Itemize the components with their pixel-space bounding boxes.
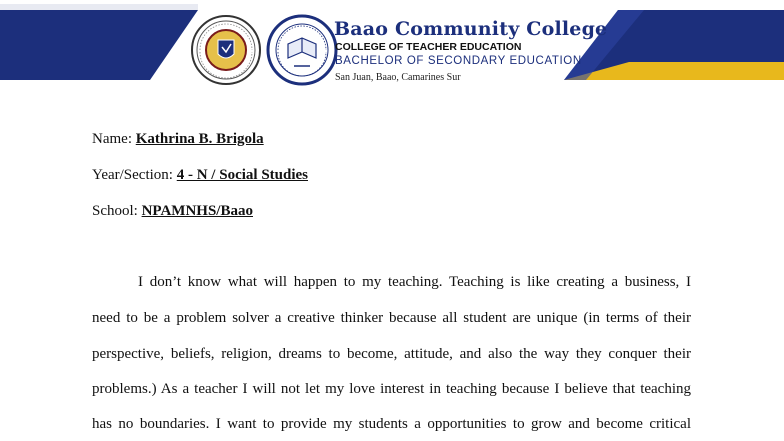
paragraph-line: need to be a problem solver a creative thinker because all student are unique (in terms of their [92, 310, 691, 326]
paragraph-line: has no boundaries. I want to provide my students a opportunities to grow and become critical [92, 416, 691, 432]
college-name: Baao Community College [334, 18, 608, 40]
college-program: BACHELOR OF SECONDARY EDUCATION [335, 55, 582, 67]
paragraph-line: problems.) As a teacher I will not let my love interest in teaching because I believe that teaching [92, 381, 691, 397]
year-section-field [92, 166, 308, 184]
school-field [92, 202, 253, 220]
name-value: Kathrina B. Brigola [135, 131, 264, 147]
right-header-band [534, 0, 784, 80]
name-label: Name: [92, 131, 136, 147]
paragraph-line: I don’t know what will happen to my teaching. Teaching is like creating a business, I [138, 274, 691, 290]
school-value: NPAMNHS/Baao [141, 203, 253, 219]
left-header-band [0, 0, 200, 80]
year-section-value: 4 - N / Social Studies [176, 167, 308, 183]
college-department: COLLEGE OF TEACHER EDUCATION [335, 41, 522, 53]
name-field [92, 130, 264, 148]
letterhead [0, 0, 784, 92]
college-seal-icon [190, 14, 262, 86]
school-label: School: [92, 203, 142, 219]
secondary-education-seal-icon [266, 14, 338, 86]
college-address: San Juan, Baao, Camarines Sur [335, 72, 461, 83]
paragraph-line: perspective, beliefs, religion, dreams to become, attitude, and also the way they conquer their [92, 346, 691, 362]
year-section-label: Year/Section: [92, 167, 177, 183]
